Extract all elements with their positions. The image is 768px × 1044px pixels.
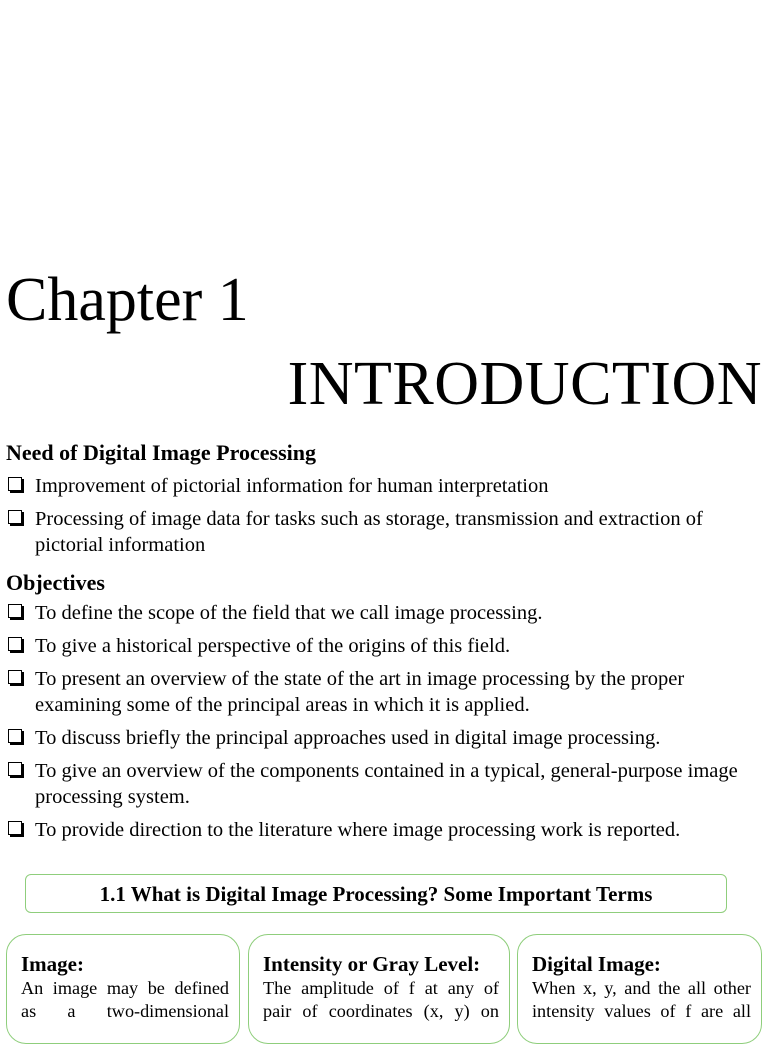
need-section (6, 439, 764, 565)
list-item (6, 506, 764, 558)
checkbox-bullet-icon (8, 729, 22, 743)
checkbox-bullet-icon (8, 604, 22, 618)
card-body-line: as a two-dimensional (21, 1001, 229, 1021)
list-item (6, 817, 764, 843)
card-title: Digital Image: (532, 952, 661, 976)
checkbox-bullet-icon (8, 762, 22, 776)
list-item-text: To give an overview of the components contained in a typical, general-purpose image processing system. (35, 760, 738, 808)
list-item-text: To present an overview of the state of the art in image processing by the proper examining some of the principal areas in which it is applied. (35, 668, 685, 716)
card-body-line: When x, y, and the all other (532, 978, 751, 998)
list-item-text: Improvement of pictorial information for human interpretation (35, 475, 549, 497)
card-title: Image: (21, 952, 84, 976)
list-item-text: To provide direction to the literature where image processing work is reported. (35, 819, 681, 841)
chapter-title: INTRODUCTION (287, 350, 762, 418)
list-item (6, 725, 764, 751)
card-body-line: An image may be defined (21, 978, 229, 998)
checkbox-bullet-icon (8, 670, 22, 684)
card-body-line: The amplitude of f at any of (263, 978, 499, 998)
term-card-intensity (248, 934, 510, 1044)
list-item (6, 633, 764, 659)
objectives-heading: Objectives (6, 570, 105, 595)
need-list (6, 473, 764, 558)
list-item (6, 666, 764, 718)
list-item (6, 758, 764, 810)
section-banner: 1.1 What is Digital Image Processing? Some Important Terms (25, 874, 727, 913)
list-item (6, 473, 764, 499)
objectives-list (6, 600, 764, 843)
list-item-text: Processing of image data for tasks such as storage, transmission and extraction of pictorial information (35, 508, 703, 556)
list-item-text: To give a historical perspective of the origins of this field. (35, 635, 511, 657)
checkbox-bullet-icon (8, 821, 22, 835)
list-item-text: To define the scope of the field that we call image processing. (35, 602, 543, 624)
term-card-digital-image (517, 934, 762, 1044)
card-body-line: intensity values of f are all (532, 1001, 751, 1021)
list-item (6, 600, 764, 626)
card-title: Intensity or Gray Level: (263, 952, 481, 976)
checkbox-bullet-icon (8, 477, 22, 491)
term-card-image (6, 934, 240, 1044)
card-body-line: pair of coordinates (x, y) on (263, 1001, 499, 1021)
objectives-section (6, 569, 764, 850)
checkbox-bullet-icon (8, 637, 22, 651)
checkbox-bullet-icon (8, 510, 22, 524)
chapter-label: Chapter 1 (6, 266, 249, 334)
list-item-text: To discuss briefly the principal approaches used in digital image processing. (35, 727, 661, 749)
need-heading: Need of Digital Image Processing (6, 440, 316, 465)
